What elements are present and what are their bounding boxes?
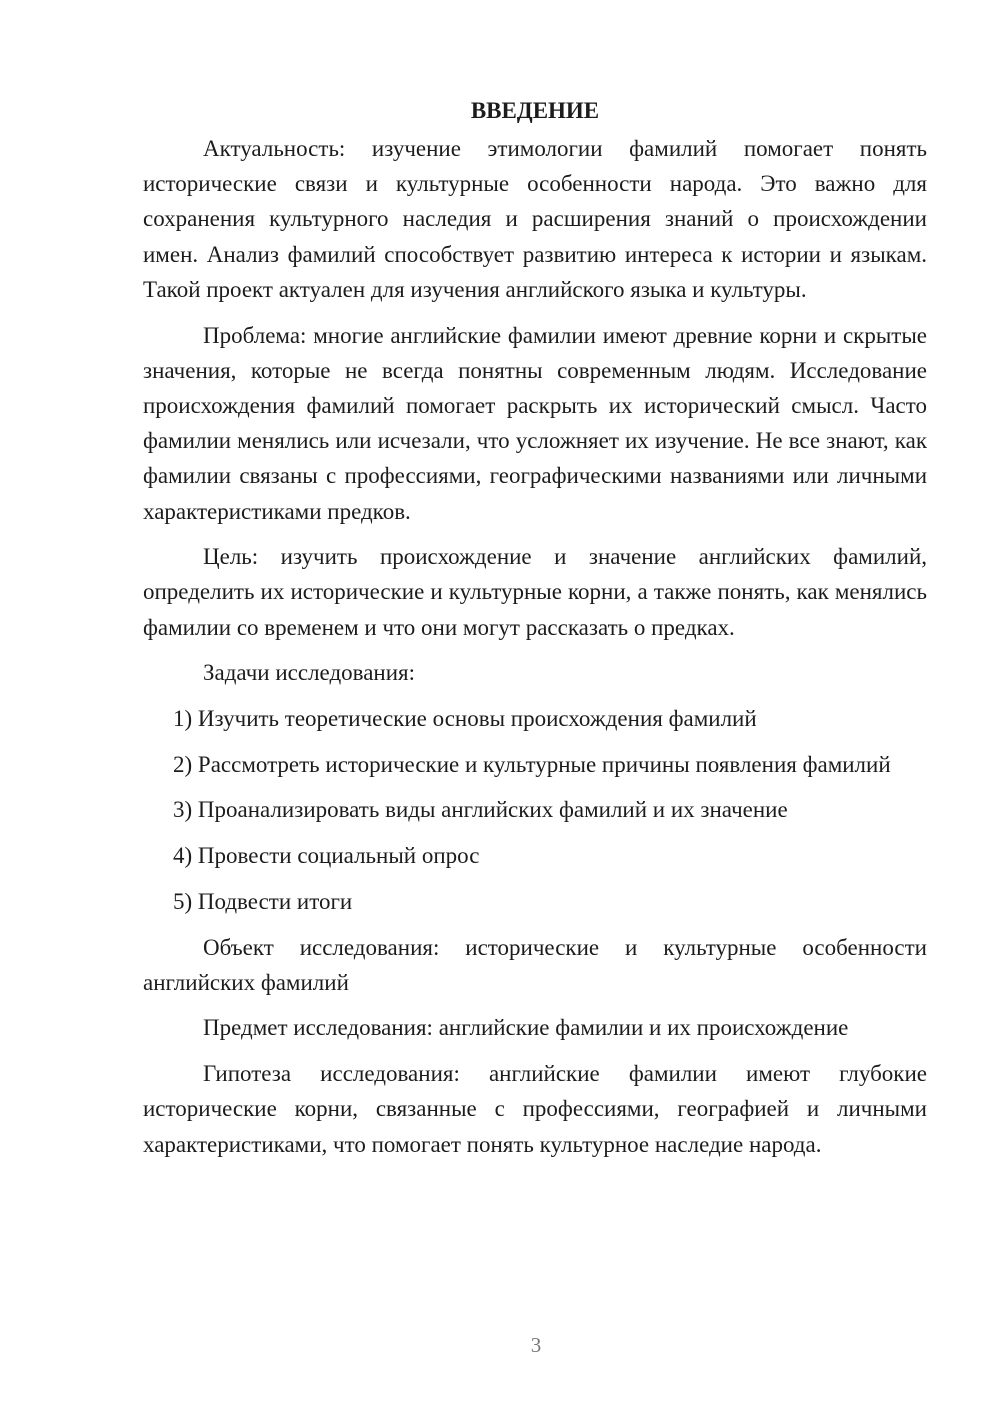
task-item: 4) Провести социальный опрос [173, 843, 480, 869]
paragraph-hypothesis: Гипотеза исследования: английские фамилии имеют глубокие исторические корни, связанные с профессиями, географией и личными характеристиками, что помогает понять культурное наследие народа. [143, 1061, 927, 1157]
page-content [143, 96, 927, 1162]
task-item: 1) Изучить теоретические основы происхождения фамилий [173, 706, 757, 732]
page-number: 3 [530, 1333, 542, 1357]
task-item: 2) Рассмотреть исторические и культурные причины появления фамилий [173, 751, 891, 777]
paragraph-goal: Цель: изучить происхождение и значение английских фамилий, определить их исторические и культурные корни, а также понять, как менялись фамилии со временем и что они могут рассказать о предках. [143, 544, 927, 640]
paragraph-object: Объект исследования: исторические и культурные особенности английских фамилий [143, 934, 927, 995]
section-title: ВВЕДЕНИЕ [470, 98, 600, 123]
paragraph-problem: Проблема: многие английские фамилии имеют древние корни и скрытые значения, которые не всегда понятны современным людям. Исследование происхождения фамилий помогает раскрыть их исторический смысл. Часто фамилии менялись или исчезали, что усложняет их изучение. Не все знают, как фамилии связаны с профессиями, географическими названиями или личными характеристиками предков. [143, 322, 927, 524]
paragraph-subject: Предмет исследования: английские фамилии и их происхождение [203, 1015, 849, 1041]
task-item: 3) Проанализировать виды английских фамилий и их значение [173, 797, 788, 823]
tasks-heading: Задачи исследования: [203, 660, 416, 686]
paragraph-relevance: Актуальность: изучение этимологии фамилий помогает понять исторические связи и культурные особенности народа. Это важно для сохранения культурного наследия и расширения знаний о происхождении имен. Анализ фамилий способствует развитию интереса к истории и языкам. Такой проект актуален для изучения английского языка и культуры. [143, 136, 927, 302]
task-item: 5) Подвести итоги [173, 888, 353, 914]
